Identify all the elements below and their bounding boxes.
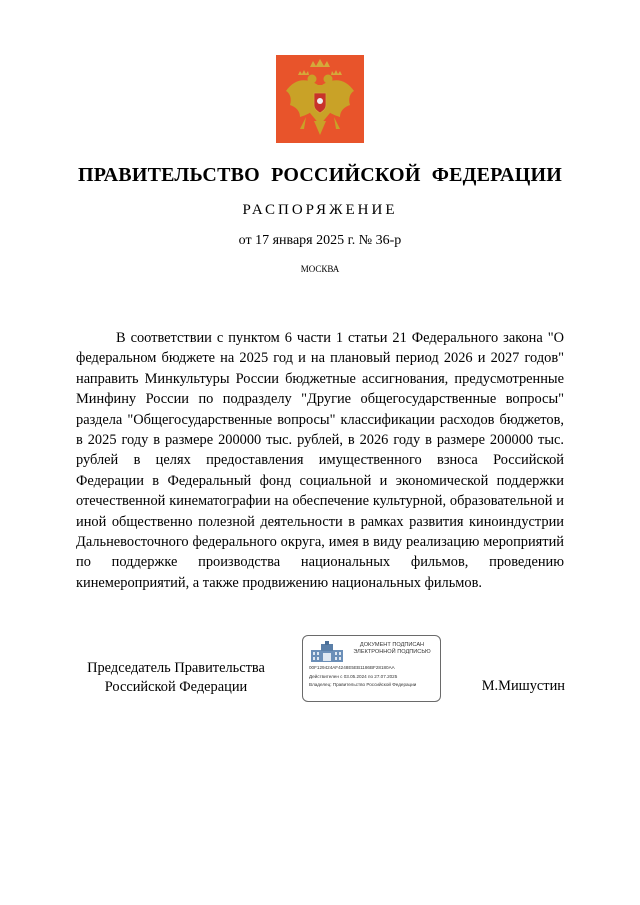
document-date-number: от 17 января 2025 г. № 36-р bbox=[238, 233, 402, 248]
signatory-name: М.Мишустин bbox=[481, 678, 565, 694]
signatory-position-line2: Российской Федерации bbox=[104, 679, 248, 695]
signatory-position bbox=[76, 659, 276, 697]
signatory-position-line1: Председатель Правительства bbox=[87, 660, 265, 676]
stamp-owner: Владелец: Правительство Российской Федерации bbox=[309, 682, 417, 687]
electronic-signature-stamp bbox=[302, 635, 441, 702]
document-place: МОСКВА bbox=[300, 264, 340, 274]
document-type: РАСПОРЯЖЕНИЕ bbox=[242, 202, 398, 218]
building-icon bbox=[309, 641, 345, 663]
government-title: ПРАВИТЕЛЬСТВО РОССИЙСКОЙ ФЕДЕРАЦИИ bbox=[78, 164, 562, 186]
order-paragraph: В соответствии с пунктом 6 части 1 статьи 21 Федерального закона "О федеральном бюджете на 2025 год и на плановый период 2026 и 2027 годов" направить Минкультуры России бюджетные ассигнования, предусмотренные Минфину России по подразделу "Другие общегосударственные вопросы" раздела "Общегосударственные вопросы" классификации расходов бюджетов, в 2025 году в размере 200000 тыс. рублей, в 2026 году в размере 200000 тыс. рублей в целях предоставления имущественного взноса Российской Федерации в Федеральный фонд социальной и экономической поддержки отечественной кинематографии на обеспечение культурной, образовательной и иной общественно полезной деятельности в рамках развития киноиндустрии Дальневосточного федерального округа, имея в виду реализацию мероприятий по поддержке производства национальных фильмов, проведению кинемероприятий, а также продвижению национальных фильмов. bbox=[76, 330, 564, 591]
stamp-title: ДОКУМЕНТ ПОДПИСАН ЭЛЕКТРОННОЙ ПОДПИСЬЮ bbox=[353, 642, 431, 655]
stamp-certificate-serial: 00F129424AF4248E5EB1186BF28180AA bbox=[309, 665, 395, 670]
stamp-validity: Действителен с 03.05.2024 по 27.07.2025 bbox=[309, 674, 398, 679]
coat-of-arms-icon bbox=[276, 55, 364, 143]
